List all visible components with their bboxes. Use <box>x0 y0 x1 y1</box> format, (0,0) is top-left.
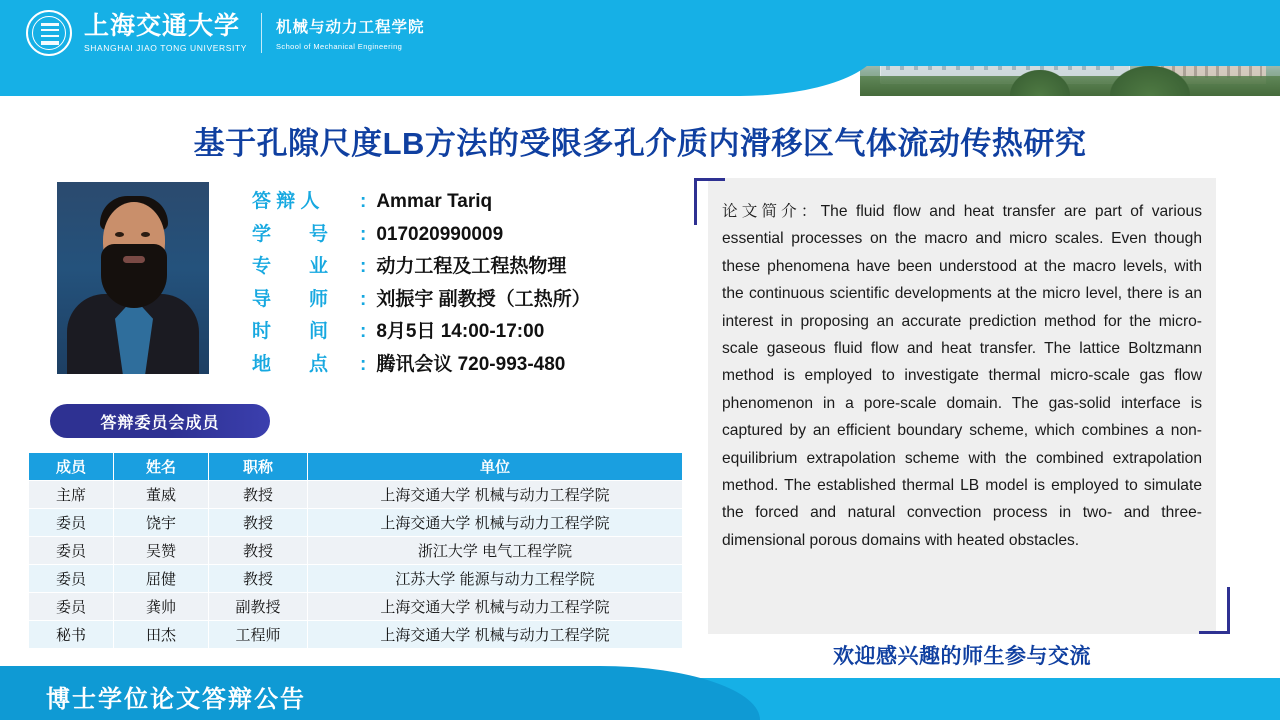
abstract-body: The fluid flow and heat transfer are part of various essential processes on the macro and micro scales. Even though these phenomena have been understood at the macro levels, with the continuous scientific developments at the micro level, there is an interest in proposing an accurate prediction method for the micro-scale gaseous fluid flow and heat transfer. The lattice Boltzmann method is employed to investigate thermal micro-scale gas flow phenomenon in a pore-scale domain. The gas-solid interface is captured by an efficient boundary scheme, which combines a non-equilibrium extrapolation scheme with the combined extrapolation method. The established thermal LB model is employed to simulate the forced and natural convection process in two- and three-dimensional porous domains with heated obstacles. <box>722 203 1202 549</box>
info-label: 答 辩 人 <box>252 191 320 212</box>
info-colon: : <box>360 288 367 310</box>
info-row-location <box>252 349 672 373</box>
cell-affiliation: 浙江大学 电气工程学院 <box>308 537 683 565</box>
cell-affiliation: 上海交通大学 机械与动力工程学院 <box>308 509 683 537</box>
brand-divider <box>261 13 262 53</box>
cell-title: 教授 <box>209 565 308 593</box>
info-row-student-id <box>252 219 672 243</box>
school-name-en: School of Mechanical Engineering <box>276 42 403 51</box>
info-colon: : <box>360 321 367 342</box>
header-curve <box>0 0 880 96</box>
bracket-top-left <box>694 178 725 225</box>
column-header-name: 姓名 <box>114 453 209 481</box>
table-row <box>29 621 683 649</box>
info-row-advisor <box>252 284 672 308</box>
university-name-en: SHANGHAI JIAO TONG UNIVERSITY <box>84 42 248 53</box>
school-name-block <box>276 15 425 51</box>
table-row <box>29 565 683 593</box>
cell-affiliation: 上海交通大学 机械与动力工程学院 <box>308 593 683 621</box>
cell-role: 秘书 <box>29 621 114 649</box>
candidate-photo <box>57 182 209 374</box>
table-header-row <box>29 453 683 481</box>
cell-affiliation: 江苏大学 能源与动力工程学院 <box>308 565 683 593</box>
candidate-info-list <box>252 186 672 381</box>
cell-name: 吴赞 <box>114 537 209 565</box>
info-value: 8月5日 14:00-17:00 <box>376 321 545 342</box>
campus-tree <box>1010 70 1070 96</box>
info-label: 导 师 <box>252 288 329 310</box>
school-name-cn: 机械与动力工程学院 <box>276 19 425 36</box>
cell-role: 委员 <box>29 537 114 565</box>
info-row-time <box>252 316 672 340</box>
info-label: 时 间 <box>252 321 329 342</box>
cell-name: 饶宇 <box>114 509 209 537</box>
info-label: 地 点 <box>252 353 329 375</box>
cell-name: 田杰 <box>114 621 209 649</box>
university-seal-icon <box>26 10 72 56</box>
committee-table <box>28 452 683 649</box>
bracket-bottom-right <box>1199 587 1230 634</box>
info-row-major <box>252 251 672 275</box>
cell-role: 主席 <box>29 481 114 509</box>
cell-role: 委员 <box>29 593 114 621</box>
campus-tree <box>1110 66 1190 96</box>
table-row <box>29 509 683 537</box>
cell-affiliation: 上海交通大学 机械与动力工程学院 <box>308 621 683 649</box>
photo-eye-left <box>115 232 124 237</box>
cell-title: 副教授 <box>209 593 308 621</box>
info-colon: : <box>360 353 367 375</box>
footer-title: 博士学位论文答辩公告 <box>46 686 306 713</box>
university-name-cn: 上海交通大学 <box>84 12 241 40</box>
info-row-presenter <box>252 186 672 210</box>
abstract-lead-label: 论文简介： <box>722 203 821 220</box>
table-row <box>29 537 683 565</box>
university-name-block <box>84 14 247 53</box>
welcome-note: 欢迎感兴趣的师生参与交流 <box>833 645 1091 668</box>
page-title: 基于孔隙尺度LB方法的受限多孔介质内滑移区气体流动传热研究 <box>193 126 1087 161</box>
photo-eye-right <box>141 232 150 237</box>
cell-title: 教授 <box>209 481 308 509</box>
cell-name: 屈健 <box>114 565 209 593</box>
info-colon: : <box>360 191 367 212</box>
info-label: 专 业 <box>252 256 329 277</box>
cell-name: 龚帅 <box>114 593 209 621</box>
column-header-role: 成员 <box>29 453 114 481</box>
campus-lawn <box>860 76 1280 96</box>
cell-name: 董威 <box>114 481 209 509</box>
brand-lockup <box>26 8 425 58</box>
info-value: Ammar Tariq <box>376 191 493 212</box>
column-header-affiliation: 单位 <box>308 453 683 481</box>
cell-title: 工程师 <box>209 621 308 649</box>
info-value: 腾讯会议 720-993-480 <box>376 353 566 375</box>
info-value: 动力工程及工程热物理 <box>376 256 567 277</box>
info-value: 刘振宇 副教授（工热所） <box>376 288 591 310</box>
abstract-panel <box>694 178 1230 634</box>
table-row <box>29 593 683 621</box>
cell-affiliation: 上海交通大学 机械与动力工程学院 <box>308 481 683 509</box>
committee-heading-badge: 答辩委员会成员 <box>50 404 270 438</box>
cell-title: 教授 <box>209 509 308 537</box>
cell-title: 教授 <box>209 537 308 565</box>
cell-role: 委员 <box>29 565 114 593</box>
column-header-title: 职称 <box>209 453 308 481</box>
info-colon: : <box>360 256 367 277</box>
info-label: 学 号 <box>252 223 329 245</box>
photo-beard <box>101 244 167 308</box>
info-colon: : <box>360 223 367 245</box>
photo-mouth <box>123 256 145 263</box>
abstract-text <box>722 198 1202 554</box>
table-row <box>29 481 683 509</box>
info-value: 017020990009 <box>376 223 504 245</box>
cell-role: 委员 <box>29 509 114 537</box>
